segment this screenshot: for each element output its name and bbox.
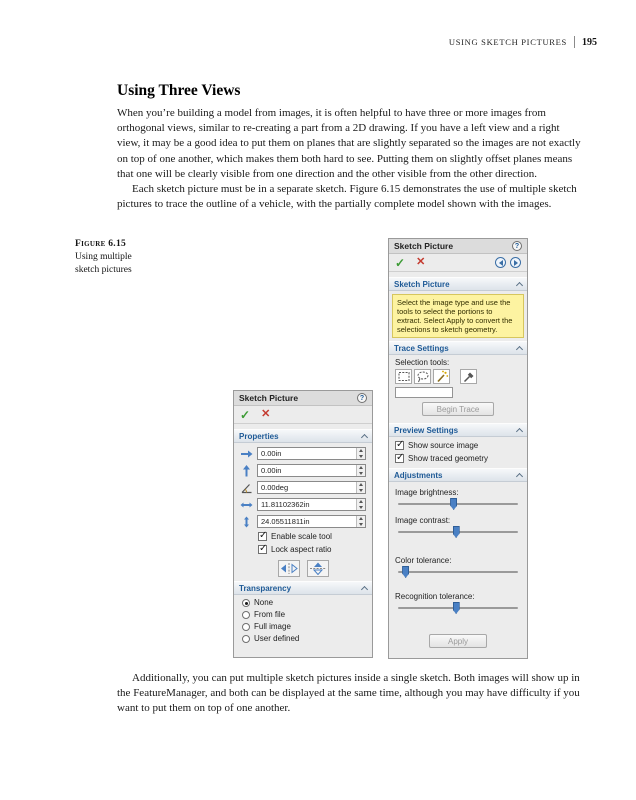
spin-down-icon[interactable] [357, 522, 365, 528]
spinner-arrows[interactable] [356, 482, 365, 493]
color-tolerance-slider[interactable] [398, 566, 518, 578]
selection-box[interactable] [395, 387, 453, 398]
section-label: Transparency [239, 583, 292, 593]
spin-down-icon[interactable] [357, 471, 365, 477]
image-contrast-label: Image contrast: [395, 516, 451, 525]
checkbox-show-source-image[interactable] [395, 441, 521, 450]
panel-titlebar [389, 239, 527, 254]
input-value: 0.00in [261, 466, 282, 475]
begin-trace-button[interactable]: Begin Trace [422, 402, 494, 416]
slider-thumb[interactable] [453, 526, 460, 538]
input-value: 11.81102362in [261, 500, 310, 509]
x-position-row [240, 447, 366, 460]
chevron-up-icon [516, 473, 523, 480]
radio-icon [242, 611, 250, 619]
page-number: 195 [582, 36, 597, 48]
body-text-bottom [117, 671, 584, 717]
info-message: Select the image type and use the tools to select the portions to extract. Select Apply to convert the selections to sketch geometry. [392, 294, 524, 338]
checkbox-icon [395, 441, 404, 450]
radio-from-file[interactable] [242, 610, 364, 619]
height-icon [240, 516, 253, 528]
y-position-row [240, 464, 366, 477]
chevron-up-icon [361, 586, 368, 593]
spin-down-icon[interactable] [357, 505, 365, 511]
body-text [117, 82, 584, 212]
panel-titlebar [234, 391, 372, 406]
flip-horizontal-icon[interactable] [278, 560, 300, 577]
sketch-picture-properties-panel [233, 390, 373, 658]
panel-toolbar [234, 406, 372, 424]
slider-track [398, 503, 518, 505]
figure-caption-text: Using multiple sketch pictures [75, 252, 132, 275]
section-label: Trace Settings [394, 343, 449, 353]
radio-full-image[interactable] [242, 622, 364, 631]
spinner-arrows[interactable] [356, 465, 365, 476]
input-value: 24.05511811in [261, 517, 310, 526]
height-input[interactable] [257, 515, 366, 528]
section-header-sketch-picture[interactable] [389, 277, 527, 291]
sketch-picture-trace-panel [388, 238, 528, 659]
width-row [240, 498, 366, 511]
running-header [449, 36, 597, 48]
chevron-up-icon [516, 346, 523, 353]
y-position-icon [240, 465, 253, 477]
recognition-tolerance-label: Recognition tolerance: [395, 592, 475, 601]
panel-title: Sketch Picture [394, 241, 454, 251]
section-label: Properties [239, 431, 279, 441]
image-brightness-slider[interactable] [398, 498, 518, 510]
radio-label: Full image [254, 622, 291, 631]
checkbox-label: Lock aspect ratio [271, 545, 332, 554]
previous-arrow-icon[interactable] [495, 257, 506, 268]
paragraph-3: Additionally, you can put multiple sketch pictures inside a single sketch. Both images will show up in the FeatureManager, and both can be displayed at the same time, although you may have difficulty if you want to put them on top of one another. [117, 672, 580, 715]
checkbox-enable-scale-tool[interactable] [258, 532, 366, 541]
lasso-select-icon[interactable] [414, 369, 431, 384]
input-value: 0.00deg [261, 483, 289, 492]
section-header-preview-settings[interactable] [389, 423, 527, 437]
section-heading: Using Three Views [117, 82, 241, 99]
chevron-up-icon [516, 282, 523, 289]
spinner-arrows[interactable] [356, 448, 365, 459]
help-icon[interactable]: ? [357, 393, 367, 403]
y-position-input[interactable] [257, 464, 366, 477]
angle-input[interactable] [257, 481, 366, 494]
checkbox-icon [258, 545, 267, 554]
cancel-x-icon[interactable]: ✕ [416, 256, 426, 268]
ok-check-icon[interactable]: ✓ [395, 255, 406, 270]
section-header-trace-settings[interactable] [389, 341, 527, 355]
slider-thumb[interactable] [450, 498, 457, 510]
flip-vertical-icon[interactable] [307, 560, 329, 577]
slider-track [398, 571, 518, 573]
checkbox-show-traced-geometry[interactable] [395, 454, 521, 463]
running-title: USING SKETCH PICTURES [448, 37, 567, 47]
angle-icon [240, 482, 253, 494]
flip-buttons [234, 560, 372, 577]
color-tolerance-label: Color tolerance: [395, 556, 452, 565]
recognition-tolerance-slider[interactable] [398, 602, 518, 614]
angle-row [240, 481, 366, 494]
paragraph-2: Each sketch picture must be in a separate sketch. Figure 6.15 demonstrates the use of multiple sketch pictures to trace the outline of a vehicle, with the partially complete model shown with the images. [117, 183, 577, 211]
radio-user-defined[interactable] [242, 634, 364, 643]
figure-caption [75, 239, 151, 276]
chevron-up-icon [361, 434, 368, 441]
checkbox-icon [258, 532, 267, 541]
paragraph-1: When you’re building a model from images, it is often helpful to have three or more images from orthogonal views, similar to re-creating a part from a 2D drawing. If you have a left view and a right view, it may be a good idea to put them on planes that are slightly separated so the images are not exactly on top of one another, which makes them both hard to see. Putting them on slightly offset planes means that one will be clearly visible from one direction and the other visible from the other direction. [117, 107, 581, 180]
width-icon [240, 499, 253, 511]
preview-nav [495, 257, 521, 268]
section-header-adjustments[interactable] [389, 468, 527, 482]
section-label: Preview Settings [394, 425, 459, 435]
checkbox-label: Show traced geometry [408, 454, 489, 463]
section-label: Adjustments [394, 470, 443, 480]
image-contrast-slider[interactable] [398, 526, 518, 538]
x-position-input[interactable] [257, 447, 366, 460]
next-arrow-icon[interactable] [510, 257, 521, 268]
magic-wand-icon[interactable] [433, 369, 450, 384]
width-input[interactable] [257, 498, 366, 511]
slider-thumb[interactable] [402, 566, 409, 578]
radio-none[interactable] [242, 598, 364, 607]
input-value: 0.00in [261, 449, 282, 458]
x-position-icon [240, 448, 253, 460]
spin-down-icon[interactable] [357, 488, 365, 494]
section-header-transparency[interactable] [234, 581, 372, 595]
panel-title: Sketch Picture [239, 393, 299, 403]
radio-label: None [254, 598, 274, 607]
ok-check-icon[interactable]: ✓ [240, 407, 251, 422]
image-brightness-label: Image brightness: [395, 488, 459, 497]
help-icon[interactable]: ? [512, 241, 522, 251]
panel-toolbar [389, 254, 527, 272]
apply-button[interactable]: Apply [429, 634, 487, 648]
checkbox-label: Enable scale tool [271, 532, 332, 541]
checkbox-lock-aspect-ratio[interactable] [258, 545, 366, 554]
checkbox-label: Show source image [408, 441, 479, 450]
section-label: Sketch Picture [394, 279, 450, 289]
radio-icon [242, 623, 250, 631]
header-divider [574, 36, 575, 48]
radio-label: User defined [254, 634, 300, 643]
radio-icon [242, 635, 250, 643]
selection-tools-row [395, 369, 521, 384]
height-row [240, 515, 366, 528]
selection-tools-label: Selection tools: [395, 358, 450, 367]
figure-label: Figure 6.15 [75, 239, 127, 249]
radio-label: From file [254, 610, 286, 619]
chevron-up-icon [516, 428, 523, 435]
cancel-x-icon[interactable]: ✕ [261, 408, 271, 420]
section-header-properties[interactable] [234, 429, 372, 443]
radio-icon [242, 599, 250, 607]
eyedropper-icon[interactable] [460, 369, 477, 384]
slider-thumb[interactable] [453, 602, 460, 614]
spinner-arrows[interactable] [356, 516, 365, 527]
spinner-arrows[interactable] [356, 499, 365, 510]
spin-down-icon[interactable] [357, 454, 365, 460]
checkbox-icon [395, 454, 404, 463]
rectangle-select-icon[interactable] [395, 369, 412, 384]
